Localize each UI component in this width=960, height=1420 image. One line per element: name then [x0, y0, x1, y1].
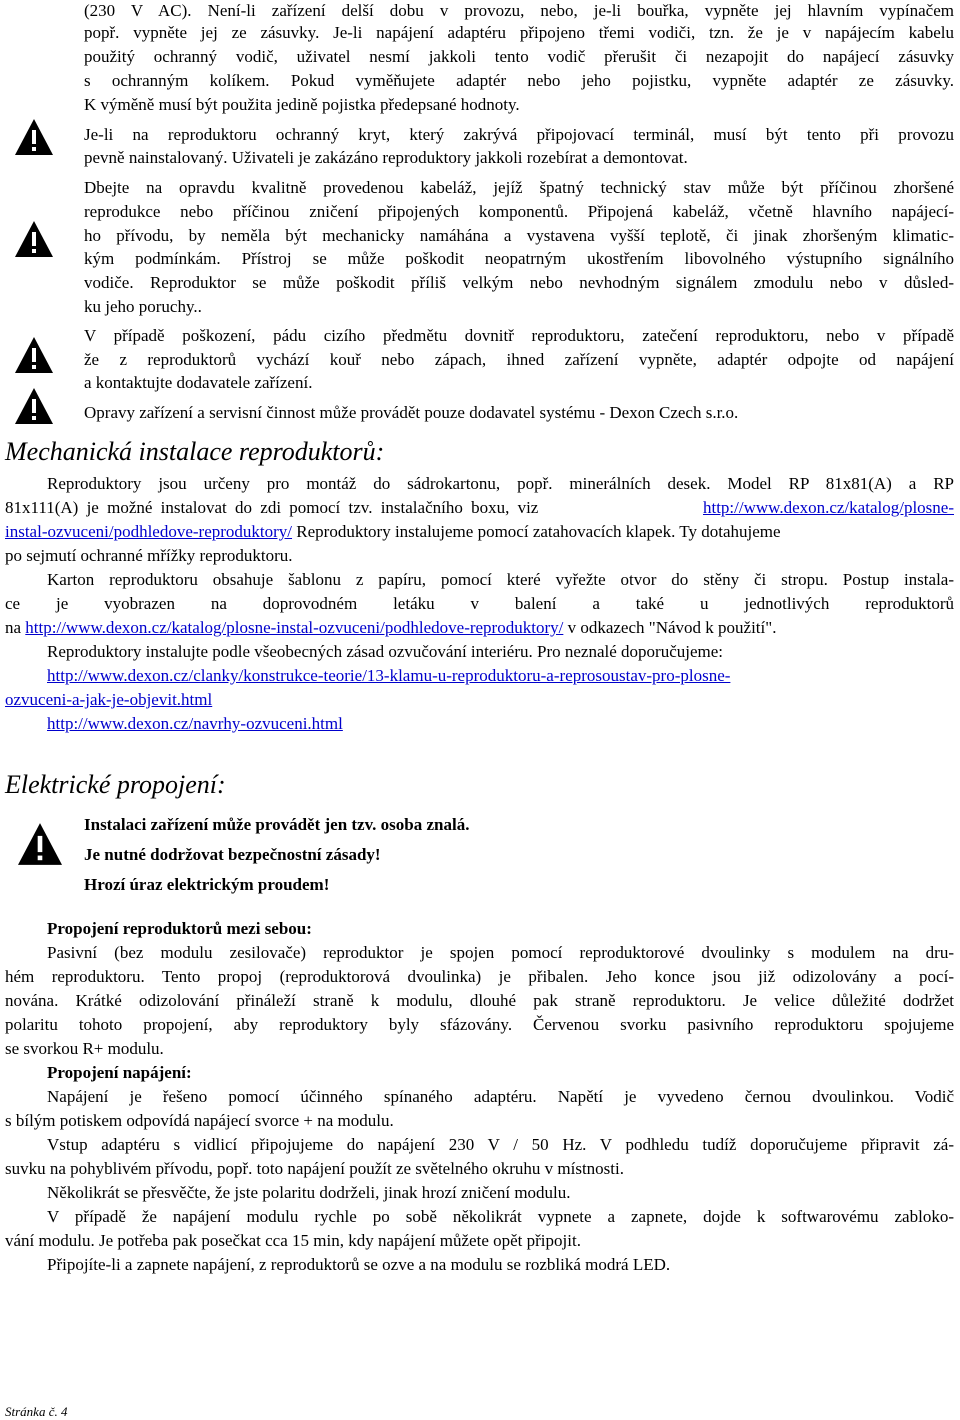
section-heading-mechanical: Mechanická instalace reproduktorů:	[5, 437, 385, 466]
warning-triangle-icon	[16, 822, 64, 866]
paragraph-line: Pasivní (bez modulu zesilovače) reproduktor je spojen pomocí reproduktorové dvoulinky s modulem na dru-	[47, 943, 954, 962]
safety-line: (230 V AC). Není-li zařízení delší dobu v provozu, nebo, je-li bouřka, vypněte jej hlavním vypínačem	[84, 1, 954, 20]
paragraph-line: Několikrát se přesvěčte, že jste polaritu dodrželi, jinak hrozí zničení modulu.	[47, 1183, 571, 1202]
safety-line: a kontaktujte dodavatele zařízení.	[84, 373, 313, 392]
safety-line: kým podmínkám. Přístroj se může poškodit neopatrným ukostřením libovolného výstupního signálního	[84, 249, 954, 268]
design-link[interactable]: http://www.dexon.cz/navrhy-ozvuceni.html	[47, 714, 343, 733]
paragraph-line: vání modulu. Je potřeba pak posečkat cca 15 min, kdy napájení můžete opět připojit.	[5, 1231, 581, 1250]
safety-line: K výměně musí být použita jedině pojistka předepsané hodnoty.	[84, 95, 520, 114]
warning-text: Je nutné dodržovat bezpečnostní zásady!	[84, 845, 381, 864]
warning-triangle-icon	[14, 336, 54, 374]
catalog-link[interactable]: http://www.dexon.cz/katalog/plosne-	[702, 498, 954, 517]
paragraph-line: hém reproduktoru. Tento propoj (reproduktorová dvoulinka) je přibalen. Jeho konce jsou již odizolovány a pocí-	[5, 967, 954, 986]
catalog-link-continued[interactable]: instal-ozvuceni/podhledove-reproduktory/	[5, 522, 293, 541]
article-link[interactable]: http://www.dexon.cz/clanky/konstrukce-teorie/13-klamu-u-reproduktoru-a-reprosoustav-pro-plosne-	[47, 666, 731, 685]
article-link-continued[interactable]: ozvuceni-a-jak-je-objevit.html	[5, 690, 213, 709]
catalog-link[interactable]: http://www.dexon.cz/katalog/plosne-instal-ozvuceni/podhledove-reproduktory/	[25, 618, 564, 637]
safety-line: ho přívodu, by neměla být mechanicky namáhána a vystavena vyšší teplotě, či jinak zhoršeným klimatic-	[84, 226, 954, 245]
safety-line: Je-li na reproduktoru ochranný kryt, který zakrývá připojovací terminál, musí být tento při provozu	[84, 125, 954, 144]
paragraph-line: Reproduktory instalujte podle všeobecných zásad ozvučování interiéru. Pro neznalé doporučujeme:	[47, 642, 723, 661]
safety-line: popř. vypněte jej ze zásuvky. Je-li napájení adaptéru připojeno třemi vodiči, tzn. že je v napájecím kabelu	[84, 23, 954, 42]
safety-line: ku jeho poruchy..	[84, 297, 202, 316]
safety-line: Opravy zařízení a servisní činnost může provádět pouze dodavatel systému - Dexon Czech s.r.o.	[84, 403, 739, 422]
paragraph-line: V případě že napájení modulu rychle po sobě několikrát vypnete a zapnete, dojde k softwarovému zabloko-	[47, 1207, 954, 1226]
paragraph-line: Karton reproduktoru obsahuje šablonu z papíru, pomocí které vyřežte otvor do stěny či stropu. Postup instala-	[47, 570, 954, 589]
paragraph-text: v odkazech "Návod k použití".	[563, 618, 777, 637]
safety-line: použitý ochranný vodič, uživatel nesmí jakkoli tento vodič přerušit či nezapojit do napájecí zásuvky	[84, 47, 954, 66]
safety-line: pevně nainstalovaný. Uživateli je zakázáno reproduktory jakkoli rozebírat a demontovat.	[84, 148, 688, 167]
paragraph-line: Napájení je řešeno pomocí účinného spínaného adaptéru. Napětí je vyvedeno černou dvoulinkou. Vodič	[47, 1087, 954, 1106]
paragraph-line	[47, 665, 730, 687]
paragraph-line	[5, 521, 954, 543]
paragraph-text: na	[5, 618, 26, 637]
safety-line: reprodukce nebo příčinou zničení připojených komponentů. Připojená kabeláž, včetně hlavního napájecí-	[84, 202, 954, 221]
section-heading-electrical: Elektrické propojení:	[5, 770, 226, 799]
paragraph-text: 81x111(A) je možné instalovat do zdi pomocí tzv. instalačního boxu, viz	[5, 498, 539, 517]
warning-text: Hrozí úraz elektrickým proudem!	[84, 875, 330, 894]
warning-triangle-icon	[14, 118, 54, 156]
safety-line: Dbejte na opravdu kvalitně provedenou kabeláž, jejíž špatný technický stav může být příčinou zhoršené	[84, 178, 954, 197]
paragraph-line	[47, 713, 343, 735]
paragraph-text: Reproduktory instalujeme pomocí zatahovacích klapek. Ty dotahujeme	[292, 522, 781, 541]
warning-text: Instalaci zařízení může provádět jen tzv. osoba znalá.	[84, 815, 470, 834]
paragraph-line: se svorkou R+ modulu.	[5, 1039, 164, 1058]
paragraph-line: ce je vyobrazen na doprovodném letáku v balení a také u jednotlivých reproduktorů	[5, 594, 954, 613]
paragraph-line: nována. Krátké odizolování přináleží straně k modulu, dlouhé pak straně reproduktoru. Je velice důležité dodržet	[5, 991, 954, 1010]
paragraph-line: s bílým potiskem odpovídá napájecí svorce + na modulu.	[5, 1111, 394, 1130]
paragraph-line	[5, 617, 776, 639]
paragraph-line	[5, 689, 212, 711]
safety-line: vodiče. Reproduktor se může poškodit příliš velkým nebo nevhodným signálem zmodulu nebo v důsled-	[84, 273, 954, 292]
page-number: Stránka č. 4	[5, 1404, 68, 1419]
safety-line: V případě poškození, pádu cizího předmětu dovnitř reproduktoru, zatečení reproduktoru, nebo v případě	[84, 326, 954, 345]
warning-triangle-icon	[14, 220, 54, 258]
safety-line: že z reproduktorů vychází kouř nebo zápach, ihned zařízení vypněte, adaptér odpojte od napájení	[84, 350, 954, 369]
warning-triangle-icon	[14, 387, 54, 425]
paragraph-line: Připojíte-li a zapnete napájení, z reproduktorů se ozve a na modulu se rozbliká modrá LED.	[47, 1255, 671, 1274]
subheading-speaker-connection: Propojení reproduktorů mezi sebou:	[47, 919, 312, 938]
paragraph-line: polaritu tohoto propojení, aby reproduktory byly sfázovány. Červenou svorku pasivního reproduktoru spojujeme	[5, 1015, 954, 1034]
paragraph-line: Reproduktory jsou určeny pro montáž do sádrokartonu, popř. minerálních desek. Model RP 81x81(A) a RP	[47, 474, 954, 493]
paragraph-line: po sejmutí ochranné mřížky reproduktoru.	[5, 546, 293, 565]
paragraph-line: suvku na pohyblivém přívodu, popř. toto napájení použít ze světelného okruhu v místnosti.	[5, 1159, 624, 1178]
safety-line: s ochranným kolíkem. Pokud vyměňujete adaptér nebo jeho pojistku, vypněte adaptér ze zásuvky.	[84, 71, 954, 90]
paragraph-line: Vstup adaptéru s vidlicí připojujeme do napájení 230 V / 50 Hz. V podhledu tudíž doporučujeme připravit zá-	[47, 1135, 954, 1154]
paragraph-line	[5, 497, 954, 519]
subheading-power-connection: Propojení napájení:	[47, 1063, 192, 1082]
